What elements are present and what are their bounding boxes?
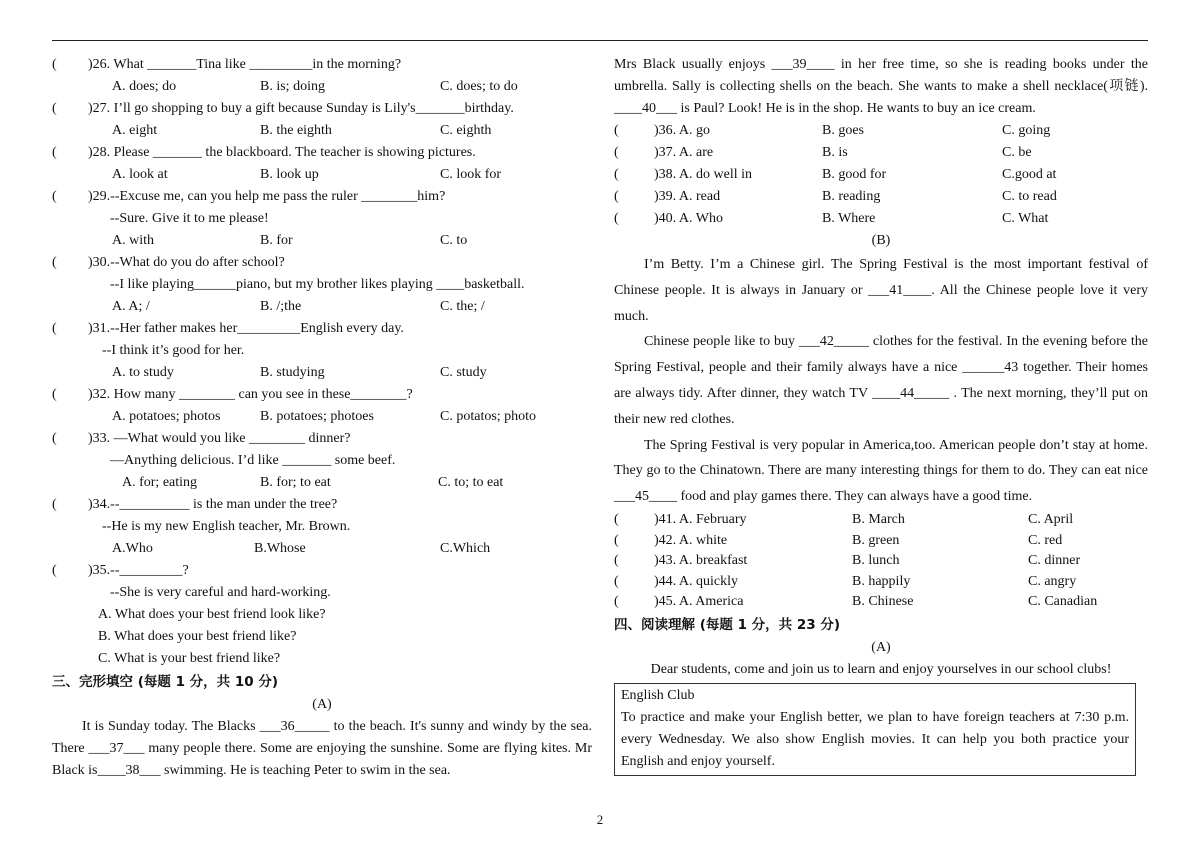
option-b: B. /;the	[260, 299, 302, 314]
question-33-reply	[52, 450, 592, 472]
club-title: English Club	[621, 687, 695, 703]
option-a: A. with	[112, 233, 154, 248]
option-c: C. to; to eat	[438, 475, 504, 490]
question-43	[614, 551, 1148, 572]
page-number: 2	[596, 812, 604, 827]
answer-paren: (	[614, 167, 619, 182]
dialogue-line: --He is my new English teacher, Mr. Brown.	[102, 519, 351, 534]
option-c: C. look for	[440, 167, 502, 182]
question-stem: )28. Please _______ the blackboard. The teacher is showing pictures.	[88, 145, 476, 160]
question-28	[52, 142, 592, 164]
option-a: )45. A. America	[654, 594, 744, 610]
option-b: B. good for	[822, 167, 887, 182]
option-c: C. dinner	[1028, 553, 1081, 569]
option-a: )36. A. go	[654, 123, 710, 138]
option-a: )44. A. quickly	[654, 573, 738, 589]
option-b: B. studying	[260, 365, 325, 380]
question-31-reply	[52, 340, 592, 362]
question-stem: )30.--What do you do after school?	[88, 255, 285, 270]
question-45	[614, 592, 1148, 613]
question-35-option-a	[52, 604, 592, 626]
option-c: C. red	[1028, 532, 1063, 548]
question-stem: )29.--Excuse me, can you help me pass the ruler ________him?	[88, 189, 446, 204]
option-c: C. What is your best friend like?	[98, 651, 281, 666]
answer-paren: (	[614, 532, 619, 548]
question-29-reply	[52, 208, 592, 230]
question-32	[52, 384, 592, 406]
left-column	[52, 54, 592, 782]
option-a: A.Who	[112, 541, 153, 556]
option-b: B. the eighth	[260, 123, 332, 138]
english-club-box	[614, 683, 1136, 776]
question-41	[614, 510, 1148, 531]
question-42	[614, 531, 1148, 552]
question-35	[52, 560, 592, 582]
answer-paren: (	[614, 573, 619, 589]
answer-paren: (	[614, 553, 619, 569]
question-34-options	[52, 538, 592, 560]
question-28-options	[52, 164, 592, 186]
answer-paren: (	[52, 387, 57, 402]
option-c: C. does; to do	[440, 79, 518, 94]
question-stem: )31.--Her father makes her_________English every day.	[88, 321, 404, 336]
question-30	[52, 252, 592, 274]
answer-paren: (	[52, 431, 57, 446]
right-column	[614, 54, 1148, 776]
question-stem: )27. I’ll go shopping to buy a gift because Sunday is Lily's_______birthday.	[88, 101, 514, 116]
option-b: B.Whose	[254, 541, 306, 556]
option-b: B. green	[852, 532, 900, 548]
reading-a-label: (A)	[871, 639, 891, 655]
option-b: B. look up	[260, 167, 319, 182]
option-a: A. potatoes; photos	[112, 409, 221, 424]
option-b: B. goes	[822, 123, 864, 138]
option-a: )39. A. read	[654, 189, 721, 204]
option-c: C. eighth	[440, 123, 492, 138]
option-c: C. Canadian	[1028, 594, 1098, 610]
question-32-options	[52, 406, 592, 428]
option-c: C.Which	[440, 541, 491, 556]
question-31-options	[52, 362, 592, 384]
question-stem: )33. —What would you like ________ dinner?	[88, 431, 351, 446]
question-36	[614, 120, 1148, 142]
reading-a-intro: Dear students, come and join us to learn and enjoy yourselves in our school clubs!	[650, 661, 1112, 677]
club-description: To practice and make your English better, we plan to have foreign teachers at 7:30 p.m. every Wednesday. We also show English movies. It can help you both practice your English and enjoy yourself.	[621, 709, 1129, 769]
section-3-heading: 三、完形填空 (每题 1 分，共 10 分)	[52, 674, 279, 690]
option-a: A. A; /	[112, 299, 150, 314]
answer-paren: (	[614, 211, 619, 226]
option-b: B. reading	[822, 189, 881, 204]
option-b: B. lunch	[852, 553, 900, 569]
option-c: C. angry	[1028, 573, 1077, 589]
question-33	[52, 428, 592, 450]
answer-paren: (	[614, 594, 619, 610]
question-34	[52, 494, 592, 516]
question-39	[614, 186, 1148, 208]
question-35-option-b	[52, 626, 592, 648]
passage-b-label: (B)	[871, 233, 891, 248]
question-26-options	[52, 76, 592, 98]
option-a: )40. A. Who	[654, 211, 723, 226]
question-44	[614, 572, 1148, 593]
question-40	[614, 208, 1148, 230]
option-b: B. for; to eat	[260, 475, 331, 490]
answer-paren: (	[52, 321, 57, 336]
section-4-heading: 四、阅读理解 (每题 1 分，共 23 分)	[614, 616, 841, 633]
option-b: B. is	[822, 145, 848, 160]
question-38	[614, 164, 1148, 186]
answer-paren: (	[614, 145, 619, 160]
option-a: A. look at	[112, 167, 168, 182]
option-c: C. What	[1002, 211, 1049, 226]
question-30-reply	[52, 274, 592, 296]
passage-b-paragraph-3: The Spring Festival is very popular in America,too. American people don’t stay at home. They go to the Chinatown. There are many interesting things for them to do. They can eat nice ___45____ food and play games there. They can always have a good time.	[614, 437, 1148, 505]
option-c: C. be	[1002, 145, 1032, 160]
answer-paren: (	[52, 497, 57, 512]
question-27	[52, 98, 592, 120]
answer-paren: (	[614, 189, 619, 204]
dialogue-line: —Anything delicious. I’d like _______ some beef.	[110, 453, 396, 468]
option-b: B. is; doing	[260, 79, 325, 94]
option-a: A. does; do	[112, 79, 177, 94]
option-c: C. study	[440, 365, 487, 380]
answer-paren: (	[52, 57, 57, 72]
answer-paren: (	[52, 563, 57, 578]
passage-b-paragraph-1: I’m Betty. I’m a Chinese girl. The Spring Festival is the most important festival of Chinese people. It is always in January or ___41____. All the Chinese people love it very much.	[614, 257, 1148, 324]
question-34-reply	[52, 516, 592, 538]
question-33-options	[52, 472, 592, 494]
question-27-options	[52, 120, 592, 142]
option-b: B. Where	[822, 211, 876, 226]
answer-paren: (	[52, 189, 57, 204]
question-26	[52, 54, 592, 76]
passage-b-paragraph-2: Chinese people like to buy ___42_____ clothes for the festival. In the evening before the Spring Festival, people and their family always have a nice ______43 together. Their homes are always tidy. After dinner, they watch TV ____44_____ . The next morning, they’ll put on their new red clothes.	[614, 334, 1148, 427]
option-c: C. potatos; photo	[440, 409, 537, 424]
dialogue-line: --She is very careful and hard-working.	[110, 585, 331, 600]
cloze-passage-a: It is Sunday today. The Blacks ___36_____ to the beach. It's sunny and windy by the sea. There ___37___ many people there. Some are enjoying the sunshine. Some are flying kites. Mr Black is____38___ swimming. He is teaching Peter to swim in the sea.	[52, 719, 592, 778]
dialogue-line: --I think it’s good for her.	[102, 343, 245, 358]
option-b: B. Chinese	[852, 594, 914, 610]
option-a: A. for; eating	[122, 475, 198, 490]
option-c: C. to	[440, 233, 468, 248]
dialogue-line: --I like playing______piano, but my brother likes playing ____basketball.	[110, 277, 525, 292]
top-rule	[52, 40, 1148, 41]
option-b: B. potatoes; photoes	[260, 409, 374, 424]
option-c: C. April	[1028, 511, 1074, 527]
answer-paren: (	[52, 101, 57, 116]
question-37	[614, 142, 1148, 164]
option-b: B. for	[260, 233, 293, 248]
dialogue-line: --Sure. Give it to me please!	[110, 211, 269, 226]
answer-paren: (	[52, 255, 57, 270]
question-30-options	[52, 296, 592, 318]
option-b: B. March	[852, 511, 905, 527]
question-stem: )34.--__________ is the man under the tree?	[88, 497, 338, 512]
question-29	[52, 186, 592, 208]
cloze-passage-a-continued: Mrs Black usually enjoys ___39____ in her free time, so she is reading books under the umbrella. Sally is collecting shells on the beach. She wants to make a shell necklace(项链). ____40___ is Paul? Look! He is in the shop. He wants to buy an ice cream.	[614, 57, 1148, 116]
question-35-reply	[52, 582, 592, 604]
answer-paren: (	[614, 123, 619, 138]
option-a: A. eight	[112, 123, 158, 138]
option-b: B. What does your best friend like?	[98, 629, 297, 644]
question-stem: )26. What _______Tina like _________in the morning?	[88, 57, 402, 72]
option-a: )37. A. are	[654, 145, 714, 160]
question-35-option-c	[52, 648, 592, 670]
option-c: C.good at	[1002, 167, 1057, 182]
option-c: C. the; /	[440, 299, 485, 314]
option-a: )43. A. breakfast	[654, 553, 748, 569]
option-c: C. going	[1002, 123, 1051, 138]
option-a: A. What does your best friend look like?	[98, 607, 326, 622]
option-a: )42. A. white	[654, 532, 728, 548]
option-a: )38. A. do well in	[654, 167, 752, 182]
option-c: C. to read	[1002, 189, 1057, 204]
answer-paren: (	[52, 145, 57, 160]
question-stem: )35.--_________?	[88, 563, 189, 578]
option-a: A. to study	[112, 365, 174, 380]
answer-paren: (	[614, 511, 619, 527]
question-stem: )32. How many ________ can you see in these________?	[88, 387, 413, 402]
passage-a-label: (A)	[312, 697, 332, 712]
option-b: B. happily	[852, 573, 911, 589]
question-29-options	[52, 230, 592, 252]
option-a: )41. A. February	[654, 511, 747, 527]
question-31	[52, 318, 592, 340]
